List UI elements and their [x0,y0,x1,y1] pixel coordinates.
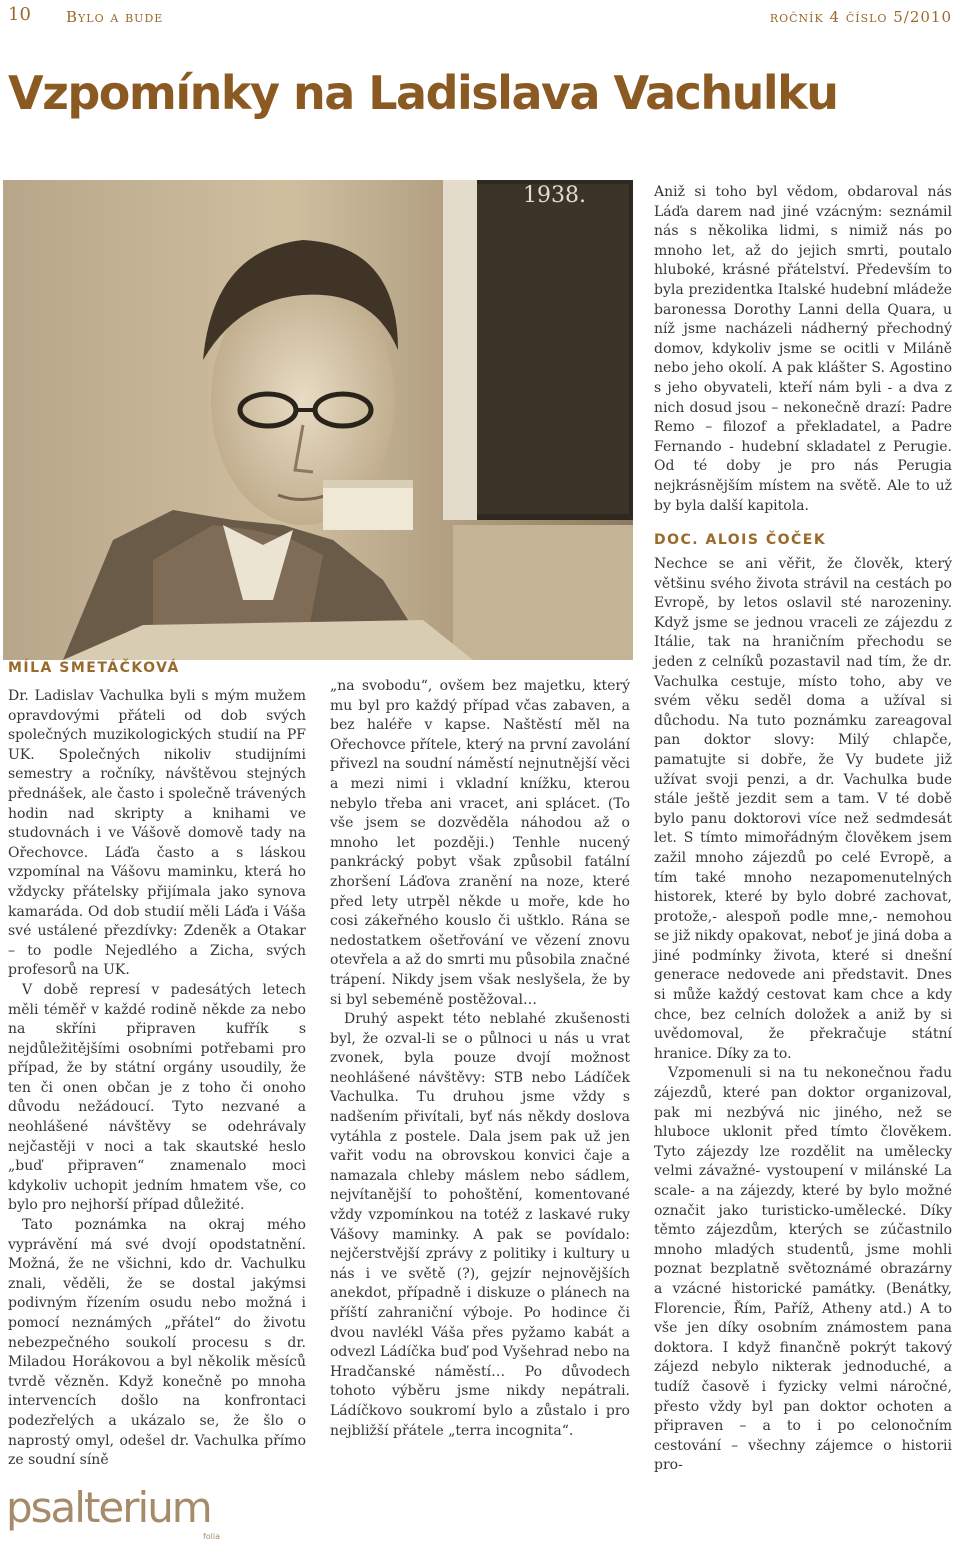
portrait-photo-illustration [3,180,633,660]
article1-column1 [8,687,306,1471]
article1-paragraph-3: Tato poznámka na okraj mého vyprávění má své dvojí opodstatnění. Možná, že ne všichni, kdo dr. Vachulku znali, věděli, že se dostal jakýmsi podivným řízením osudu nebo možná i pomocí neznámých „přátel“ do životu nebezpečného soukolí procesu s dr. Miladou Horákovou a byl několik měsíců tvrdě vězněn. Když konečně po mnoha intervencích došlo na konfrontaci podezřelých a ukázalo se, že šlo o naprostý omyl, odešel dr. Vachulka přímo ze soudní síně [8,1217,306,1469]
issue-info: ročník 4 číslo 5/2010 [769,8,952,26]
article2-paragraph-1: Nechce se ani věřit, že člověk, který většinu svého života strávil na cestách po Evropě, by letos oslavil sté narozeniny. Když jsme se jednou vraceli ze zájezdu z Itálie, tak na hraničním přechodu se jeden z celníků pozastavil nad tím, že dr. Vachulka cestuje, místo toho, aby ve svém věku seděl doma a užíval si důchodu. Na tuto poznámku zareagoval pan doktor slovy: Milý chlapče, pamatujte si dobře, že Vy budete již užívat svoji penzi, a dr. Vachulka bude stále ještě jezdit sem a tam. V té době bylo panu doktorovi více než sedmdesát let. S tímto mimořádným člověkem jsem zažil mnoho zájezdů po celé Evropě, a tím také mnoho nezapomenutelných historek, které by bylo dobré zachovat, protože,- alespoň podle mne,- nemohou se již nikdy opakovat, neboť je jiná doba a jiné podmínky života, které si dnešní generace nedovede ani představit. Dnes si může každý cestovat kam chce a kdy chce, bez celních doložek a aniž by si uvědomoval, že překračuje státní hranice. Díky za to. [654,556,952,1062]
article1-paragraph-4: „na svobodu“, ovšem bez majetku, který mu byl pro každý případ včas zabaven, a bez haléře v kapse. Naštěstí měl na Ořechovce přítele, který na první zavolání přivezl na soudní náměstí nejnutnější věci a mezi nimi i vkladní knížku, kterou nebylo třeba ani vracet, ani splácet. (To vše jsem se dozvěděla náhodou až o mnoho let později.) Tenhle nucený pankrácký pobyt však způsobil fatální zhoršení Láďova zranění na noze, které před lety utrpěl někde u moře, kde ho cosi zákeřného kouslo či uštklo. Rána se nedostatkem ošetřování ve vězení znovu otevřela a až do smrti mu působila značné trápení. Nikdy jsem však neslyšela, že by si byl sebeméně postěžoval… [330,678,630,1008]
board-text: 1938. [523,183,586,208]
article1-paragraph-1: Dr. Ladislav Vachulka byli s mým mužem opravdovými přáteli od dob svých společných muzikologických studií na PF UK. Společných nikoliv studijními semestry a ročníky, návštěvou stejných přednášek, ale často i společně trávených hodin nad skripty a knihami ve studovnách i ve Vášově domově tady na Ořechovce. Láďa často a s láskou vzpomínal na Vášovu maminku, která ho vždycky přátelsky přijímala jako synova kamaráda. Od dob studií měli Láďa i Váša své ustálené přezdívky: Zdeněk a Otakar – to podle Nejedlého a Zicha, svých profesorů na UK. [8,688,306,979]
author-smetackova: MÍLA SMETÁČKOVÁ [8,660,180,676]
article1-paragraph-2: V době represí v padesátých letech měli téměř v každé rodině někde za nebo na skříni připraven kufřík s nejdůležitějšími osobními potřebami pro případ, že by státní orgány usoudily, že ten či onen občan je z toho či onoho důvodu nežádoucí. Tyto nezvané a neohlášené návštěvy se odehrávaly nejčastěji v noci a tak skautské heslo „buď připraven“ znamenalo moci kdykoliv uchopit jedním hmatem vše, co bylo pro nejhorší případ důležité. [8,981,306,1214]
article1-paragraph-6: Aniž si toho byl vědom, obdaroval nás Láďa darem nad jiné vzácným: seznámil nás s několika lidmi, s nimiž nás po mnoho let, až do jejich smrti, poutalo hluboké, krásné přátelství. Především to byla prezidentka Italské hudební mládeže baronessa Dorothy Lanni della Quara, u níž jsme nacházeli nádherný přechodný domov, kdykoliv jsme se ocitli v Miláně nebo jeho okolí. A pak klášter S. Agostino s jeho obyvateli, kteří nám byli - a dva z nich dosud jsou – nekonečně drazí: Padre Remo – filozof a překladatel, a Padre Fernando - hudební skladatel z Perugie. Od té doby je pro nás Perugia nejkrásnějším místem na světě. Ale to už by byla další kapitola. [654,184,952,514]
article2-paragraph-2: Vzpomenuli si na tu nekonečnou řadu zájezdů, které pan doktor organizoval, pak mi nezbývá nic jiného, než se hluboce uklonit před tímto člověkem. Tyto zájezdy lze rozdělit na umělecky velmi závažné- vystoupení v milánské La scale- a na zájezdy, které by bylo možné označit jako turisticko-umělecké. Díky těmto zájezdům, kterých se zúčastnilo mnoho mladých studentů, jsme mohli poznat bezplatně světoznámé obrazárny a vzácné historické památky. (Benátky, Florencie, Řím, Paříž, Atheny atd.) A to vše jen díky osobním známostem pana doktora. I když finančně pokrýt takový zájezd nebylo nikterak jednoduché, a tudíž časově i fyzicky velmi náročné, přesto vždy byl pan doktor ochoten a připraven – a to i po celonočním cestování – všechny zájemce o historii pro- [654,1065,952,1474]
article1-column3 [654,183,952,516]
logo-text: psalterium [6,1483,211,1532]
article1-column2 [330,677,630,1441]
page-number: 10 [8,4,31,25]
section-title: Bylo a bude [66,8,164,26]
article2-column [654,555,952,1476]
author-cocek: DOC. ALOIS ČOČEK [654,532,827,548]
logo-subtext: folia [202,1532,220,1541]
article-title: Vzpomínky na Ladislava Vachulku [8,66,838,120]
article1-paragraph-5: Druhý aspekt této neblahé zkušenosti byl, že ozval-li se o půlnoci u nás u vrat zvonek, byla pouze dvojí možnost neohlášené návštěvy: STB nebo Ládíček Vachulka. Tu druhou jsme vždy s nadšením přivítali, byť nás někdy doslova vytáhla z postele. Dala jsem pak už jen vařit vodu na obrovskou konvici čaje a namazala chleby máslem nebo sádlem, nejvítanější to pohoštění, komentované vždy vzpomínkou na totéž z laskavé ruky Vášovy maminky. A pak se povídalo: nejčerstvější zprávy z politiky i kultury u nás i ve světě (?), gejzír nejnovějších anekdot, případně i diskuze o plánech na příští zahraniční výboje. Po hodince či dvou navlékl Váša přes pyžamo kabát a odvezl Ládíčka buď pod Vyšehrad nebo na Hradčanské náměstí… Po důvodech tohoto výběru jsme nikdy nepátrali. Ládíčkovo soukromí bylo a zůstalo i pro nejbližší přátele „terra incognita“. [330,1011,630,1439]
portrait-photo [3,180,633,660]
psalterium-logo [6,1483,246,1547]
